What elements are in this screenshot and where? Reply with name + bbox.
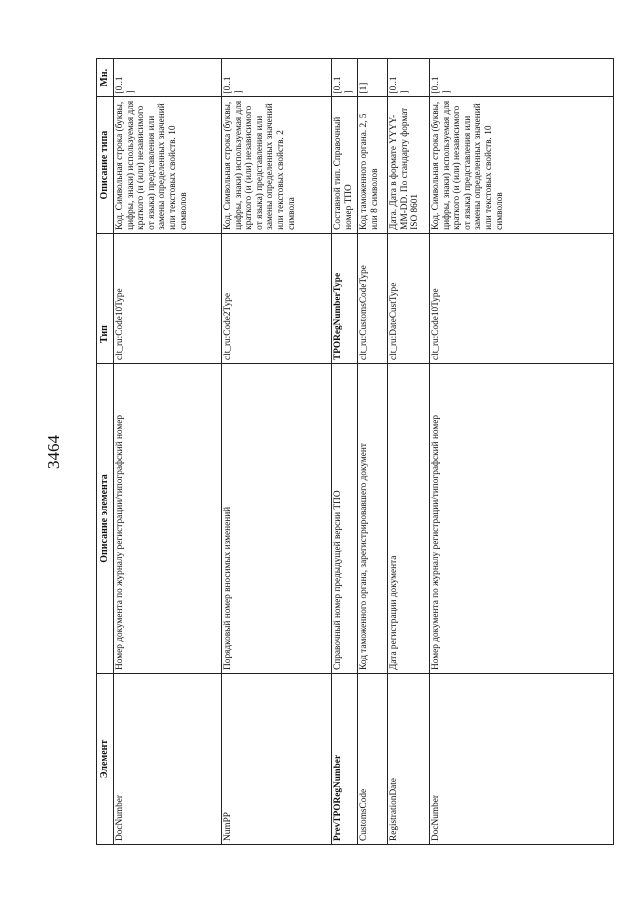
element-type: clt_ru:Code10Type	[114, 233, 222, 363]
table-row	[222, 59, 332, 845]
multiplicity: [0..1 ]	[114, 59, 222, 97]
multiplicity: [0..1 ]	[388, 59, 430, 97]
type-description: Код. Символьная строка (буквы, цифры, знаки) используемая для краткого (и (или) независимого от языка) представления или замены определенных значений или текстовых свойств. 2 символа	[222, 97, 332, 233]
element-name: DocNumber	[430, 673, 614, 844]
page-number: 3464	[44, 435, 63, 469]
element-description: Код таможенного органа, зарегистрировавшего документ	[358, 364, 388, 674]
type-description: Дата. Дата в формате YYYY-MM-DD. По стандарту формат ISO 8601	[388, 97, 430, 233]
header-element-description: Описание элемента	[97, 364, 114, 674]
element-type: TPORegNumberType	[332, 233, 358, 363]
type-description: Код. Символьная строка (буквы, цифры, знаки) используемая для краткого (и (или) независимого от языка) представления или замены определенных значений или текстовых свойств. 10 символов	[430, 97, 614, 233]
multiplicity: [0..1 ]	[222, 59, 332, 97]
element-type: clt_ru:Code2Type	[222, 233, 332, 363]
element-description: Дата регистрации документа	[388, 364, 430, 674]
multiplicity: [0..1 ]	[430, 59, 614, 97]
element-type: clt_ru:Code10Type	[430, 233, 614, 363]
table-row	[388, 59, 430, 845]
table-row	[430, 59, 614, 845]
element-description: Номер документа по журналу регистрации/типографский номер	[430, 364, 614, 674]
element-name: PrevTPORegNumber	[332, 673, 358, 844]
multiplicity: [0..1 ]	[332, 59, 358, 97]
header-type-description: Описание типа	[97, 97, 114, 233]
element-description: Номер документа по журналу регистрации/типографский номер	[114, 364, 222, 674]
element-name: RegistrationDate	[388, 673, 430, 844]
table-row	[114, 59, 222, 845]
table-row	[332, 59, 358, 845]
element-description: Справочный номер предыдущей версии ТПО	[332, 364, 358, 674]
type-description: Код. Символьная строка (буквы, цифры, знаки) используемая для краткого (и (или) независимого от языка) представления или замены определенных значений или текстовых свойств. 10 символов	[114, 97, 222, 233]
header-multiplicity: Мн.	[97, 59, 114, 97]
header-type: Тип	[97, 233, 114, 363]
element-type: clt_ru:CustomsCodeType	[358, 233, 388, 363]
spec-table	[96, 58, 614, 845]
rotated-page-content	[96, 58, 614, 845]
table-row	[358, 59, 388, 845]
type-description: Код таможенного органа. 2, 5 или 8 символов	[358, 97, 388, 233]
element-type: clt_ru:DateCustType	[388, 233, 430, 363]
element-description: Порядковый номер вносимых изменений	[222, 364, 332, 674]
element-name: NumPP	[222, 673, 332, 844]
element-name: CustomsCode	[358, 673, 388, 844]
header-element: Элемент	[97, 673, 114, 844]
element-name: DocNumber	[114, 673, 222, 844]
table-header-row	[97, 59, 114, 845]
type-description: Составной тип. Справочный номер ТПО	[332, 97, 358, 233]
multiplicity: [1]	[358, 59, 388, 97]
